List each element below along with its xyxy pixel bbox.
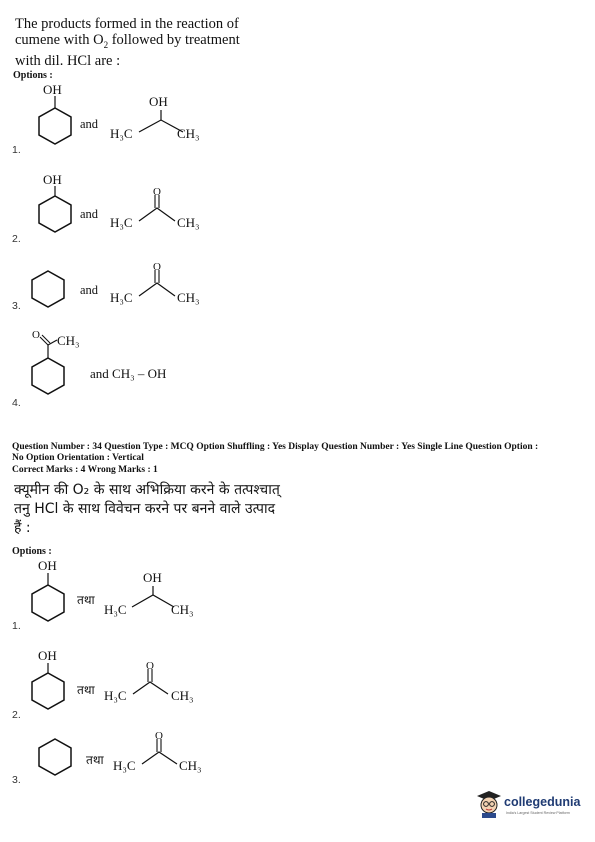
question-meta [12,442,587,476]
oh-label: OH [38,648,57,663]
o-label: O [153,186,161,198]
ch3-label: CH₃ [177,126,200,141]
h3c-label: H₃C [104,602,127,617]
meta-line-3: Correct Marks : 4 Wrong Marks : 1 [12,465,158,475]
oh-label: OH [149,94,168,109]
h3c-label: H₃C [110,290,133,305]
option-number-3: 3. [12,300,21,312]
meta-line-1: Question Number : 34 Question Type : MCQ Option Shuffling : Yes Display Question Number : Yes Single Line Question Option : [12,442,539,452]
benzene-structure [39,739,71,775]
acetone-structure [139,195,175,221]
phenol-structure [39,186,71,232]
isopropanol-structure [132,586,174,607]
h3c-label: H₃C [113,758,136,773]
h3c-label: H₃C [104,688,127,703]
o-label: O [32,329,40,341]
option-number-2: 2. [12,233,21,245]
oh-label: OH [43,82,62,97]
mascot-icon [476,790,502,818]
benzene-structure [32,271,64,307]
and-label: and [80,207,99,221]
phenol-structure [39,96,71,144]
tatha-label: तथा [77,683,95,697]
logo-name: collegedunia [504,795,581,809]
ch3-label: CH₃ [177,215,200,230]
and-label: and [80,117,99,131]
ch3-label: CH₃ [171,688,194,703]
phenol-structure [32,663,64,709]
o-label: O [146,660,154,672]
question-line-1: The products formed in the reaction of [15,16,239,32]
ch3-label: CH₃ [177,290,200,305]
acetone-structure [139,270,175,296]
hindi-line-3: हैं : [14,520,31,536]
question-line-2: cumene with $O_2$ followed by treatment [15,32,240,50]
options-label-en: Options : [13,70,53,81]
logo-tagline: India's Largest Student Review Platform [506,811,570,815]
option-number-4: 4. [12,397,21,409]
and-methanol-label: and CH₃ – OH [90,366,167,381]
ch3-label: CH₃ [57,333,80,348]
acetone-structure [133,669,168,694]
h3c-label: H₃C [110,126,133,141]
oh-label: OH [143,570,162,585]
hindi-line-1: क्यूमीन की O₂ के साथ अभिक्रिया करने के तत्पश्चात् [14,482,280,498]
options-label-hi: Options : [12,546,52,557]
question-line-3: with dil. HCl are : [15,52,121,69]
collegedunia-logo [476,790,586,820]
option-number-3: 3. [12,774,21,786]
oh-label: OH [43,172,62,187]
option-number-2: 2. [12,709,21,721]
acetone-structure [142,739,177,764]
tatha-label: तथा [86,753,104,767]
and-label: and [80,283,99,297]
hindi-line-2: तनु HCl के साथ विवेचन करने पर बनने वाले उत्पाद [14,501,276,517]
o-label: O [153,261,161,273]
o-label: O [155,730,163,742]
meta-line-2: No Option Orientation : Vertical [12,453,144,463]
ch3-label: CH₃ [171,602,194,617]
oh-label: OH [38,558,57,573]
question-text-hi [14,481,280,538]
phenol-structure [32,573,64,621]
ch3-label: CH₃ [179,758,202,773]
option-number-1: 1. [12,620,21,632]
tatha-label: तथा [77,593,95,607]
option-number-1: 1. [12,144,21,156]
h3c-label: H₃C [110,215,133,230]
